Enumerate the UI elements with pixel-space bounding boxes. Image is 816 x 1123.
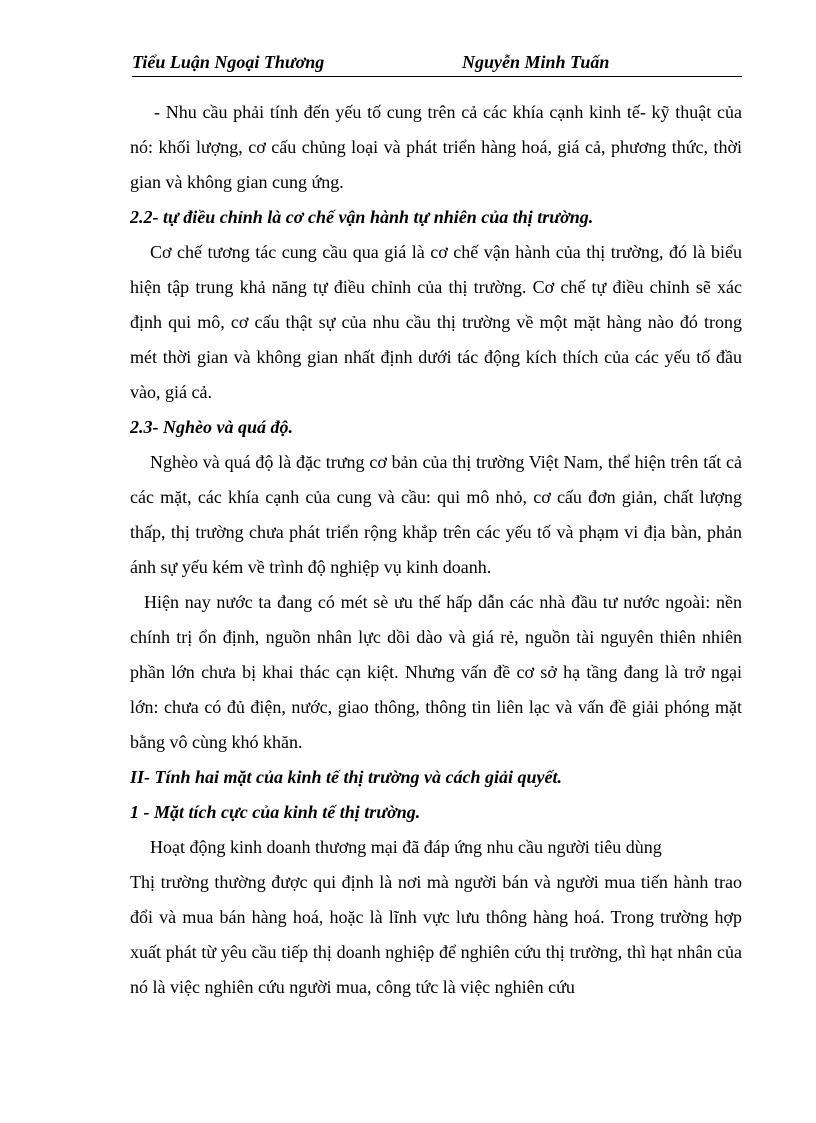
paragraph-self-regulation: Cơ chế tương tác cung cầu qua giá là cơ chế vận hành của thị trường, đó là biểu hiện tập trung khả năng tự điều chỉnh của thị trường. Cơ chế tự điều chỉnh sẽ xác định qui mô, cơ cấu thật sự của nhu cầu thị trường về một mặt hàng nào đó trong mét thời gian và không gian nhất định dưới tác động kích thích của các yếu tố đầu vào, giá cả. <box>130 242 742 402</box>
paragraph-poverty-transition: Nghèo và quá độ là đặc trưng cơ bản của thị trường Việt Nam, thể hiện trên tất cả các mặt, các khía cạnh của cung và cầu: qui mô nhỏ, cơ cấu đơn giản, chất lượng thấp, thị trường chưa phát triển rộng khắp trên các yếu tố và phạm vi địa bàn, phản ánh sự yếu kém về trình độ nghiệp vụ kinh doanh. <box>130 452 742 577</box>
paragraph-market-definition: Thị trường thường được qui định là nơi mà người bán và người mua tiến hành trao đổi và mua bán hàng hoá, hoặc là lĩnh vực lưu thông hàng hoá. Trong trường hợp xuất phát từ yêu cầu tiếp thị doanh nghiệp để nghiên cứu thị trường, thì hạt nhân của nó là việc nghiên cứu người mua, công tức là việc nghiên cứu <box>130 872 742 997</box>
header-author: Nguyễn Minh Tuấn <box>462 52 610 72</box>
section-heading-II: II- Tính hai mặt của kinh tế thị trường và cách giải quyết. <box>130 767 562 787</box>
page-header <box>132 52 742 77</box>
section-heading-1: 1 - Mặt tích cực của kinh tế thị trường. <box>130 802 421 822</box>
section-heading-2-2: 2.2- tự điều chỉnh là cơ chế vận hành tự nhiên của thị trường. <box>130 207 594 227</box>
paragraph-commerce-activity: Hoạt động kinh doanh thương mại đã đáp ứng nhu cầu người tiêu dùng <box>150 837 662 857</box>
header-title: Tiểu Luận Ngoại Thương <box>132 52 325 72</box>
document-body <box>130 95 742 1005</box>
section-heading-2-3: 2.3- Nghèo và quá độ. <box>130 417 293 437</box>
paragraph-supply-demand: - Nhu cầu phải tính đến yếu tố cung trên cả các khía cạnh kinh tế- kỹ thuật của nó: khối lượng, cơ cấu chủng loại và phát triển hàng hoá, giá cả, phương thức, thời gian và không gian cung ứng. <box>130 102 742 192</box>
paragraph-investment-advantages: Hiện nay nước ta đang có mét sè ưu thế hấp dẫn các nhà đầu tư nước ngoài: nền chính trị ổn định, nguồn nhân lực dồi dào và giá rẻ, nguồn tài nguyên thiên nhiên phần lớn chưa bị khai thác cạn kiệt. Nhưng vấn đề cơ sở hạ tầng đang là trở ngại lớn: chưa có đủ điện, nước, giao thông, thông tin liên lạc và vấn đề giải phóng mặt bằng vô cùng khó khăn. <box>130 592 742 752</box>
